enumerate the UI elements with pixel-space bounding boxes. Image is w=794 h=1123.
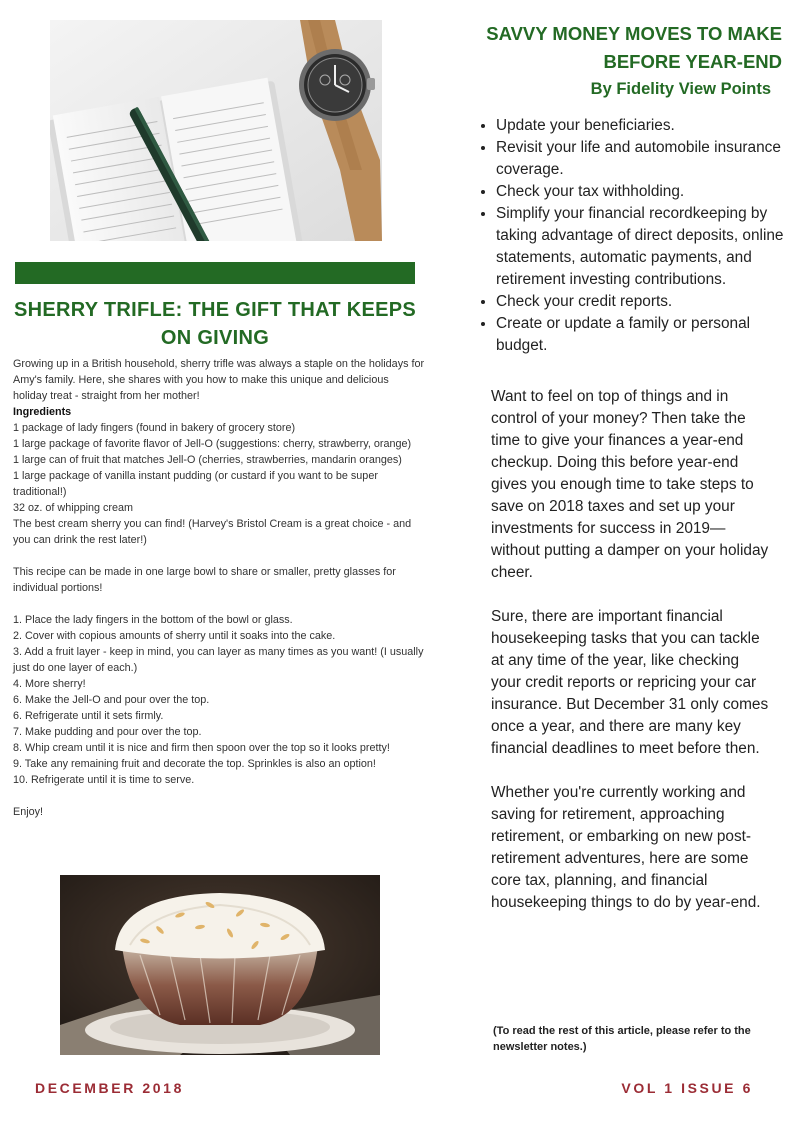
article-byline: By Fidelity View Points <box>590 80 771 98</box>
green-divider-bar <box>15 262 415 284</box>
read-more-note: (To read the rest of this article, please refer to the newsletter notes.) <box>493 1025 751 1053</box>
tip-item: • Check your tax withholding. <box>496 181 794 203</box>
recipe-line: 1 large package of favorite flavor of Jell-O (suggestions: cherry, strawberry, orange) <box>13 438 412 450</box>
recipe-title: SHERRY TRIFLE: THE GIFT THAT KEEPS ON GIVING <box>13 299 417 349</box>
recipe-line: 1 large can of fruit that matches Jell-O (cherries, strawberries, mandarin oranges) <box>13 454 402 466</box>
recipe-line: 2. Cover with copious amounts of sherry until it soaks into the cake. <box>13 630 336 642</box>
tip-item: • Revisit your life and automobile insurance coverage. <box>496 137 794 181</box>
tips-list <box>478 115 794 357</box>
tip-item: • Update your beneficiaries. <box>496 115 794 137</box>
article-title: SAVVY MONEY MOVES TO MAKE BEFORE YEAR-END <box>486 23 782 72</box>
article-paragraph: Whether you're currently working and saving for retirement, approaching retirement, or embarking on new post-retirement adventures, here are some core tax, planning, and financial housekeeping things to do by year-end. <box>491 784 761 911</box>
recipe-line: 4. More sherry! <box>13 678 86 690</box>
recipe-heading: Ingredients <box>13 406 72 418</box>
trifle-dessert-photo <box>60 875 380 1055</box>
tip-item: • Check your credit reports. <box>496 291 794 313</box>
recipe-line: 1 large package of vanilla instant pudding (or custard if you want to be super traditional!) <box>13 470 378 498</box>
recipe-text <box>13 356 425 820</box>
recipe-line: 7. Make pudding and pour over the top. <box>13 726 202 738</box>
recipe-line: 8. Whip cream until it is nice and firm then spoon over the top so it looks pretty! <box>13 742 390 754</box>
recipe-line: 1. Place the lady fingers in the bottom of the bowl or glass. <box>13 614 293 626</box>
recipe-line: Enjoy! <box>13 806 44 818</box>
issue-date: DECEMBER 2018 <box>35 1080 184 1096</box>
recipe-line <box>13 548 425 564</box>
article-body <box>491 386 773 936</box>
recipe-line: 6. Make the Jell-O and pour over the top. <box>13 694 210 706</box>
issue-number: VOL 1 ISSUE 6 <box>621 1080 753 1096</box>
recipe-line: The best cream sherry you can find! (Harvey's Bristol Cream is a great choice - and you can drink the rest later!) <box>13 518 412 546</box>
recipe-line: 6. Refrigerate until it sets firmly. <box>13 710 164 722</box>
recipe-line: Growing up in a British household, sherry trifle was always a staple on the holidays for Amy's family. Here, she shares with you how to make this unique and delicious holiday treat - straight from her mother! <box>13 358 425 402</box>
tip-item: • Simplify your financial recordkeeping by taking advantage of direct deposits, online statements, automatic payments, and retirement investing contributions. <box>496 203 794 291</box>
tip-item: • Create or update a family or personal budget. <box>496 313 794 357</box>
recipe-line: 1 package of lady fingers (found in bakery of grocery store) <box>13 422 296 434</box>
recipe-line: 10. Refrigerate until it is time to serve. <box>13 774 195 786</box>
recipe-line <box>13 788 425 804</box>
recipe-line: 32 oz. of whipping cream <box>13 502 134 514</box>
recipe-line: 9. Take any remaining fruit and decorate the top. Sprinkles is also an option! <box>13 758 376 770</box>
recipe-line <box>13 596 425 612</box>
recipe-line: This recipe can be made in one large bowl to share or smaller, pretty glasses for individual portions! <box>13 566 396 594</box>
article-paragraph: Want to feel on top of things and in control of your money? Then take the time to give your finances a year-end checkup. Doing this before year-end gives you enough time to take steps to save on 2018 taxes and set up your investments for success in 2019—without putting a damper on your holiday cheer. <box>491 388 769 581</box>
notebook-pen-watch-photo <box>50 20 382 241</box>
article-paragraph: Sure, there are important financial housekeeping tasks that you can tackle at any time of the year, like checking your credit reports or repricing your car insurance. But December 31 only comes once a year, and there are many key financial deadlines to meet before then. <box>491 608 769 757</box>
recipe-line: 3. Add a fruit layer - keep in mind, you can layer as many times as you want! (I usually just do one layer of each.) <box>13 646 424 674</box>
